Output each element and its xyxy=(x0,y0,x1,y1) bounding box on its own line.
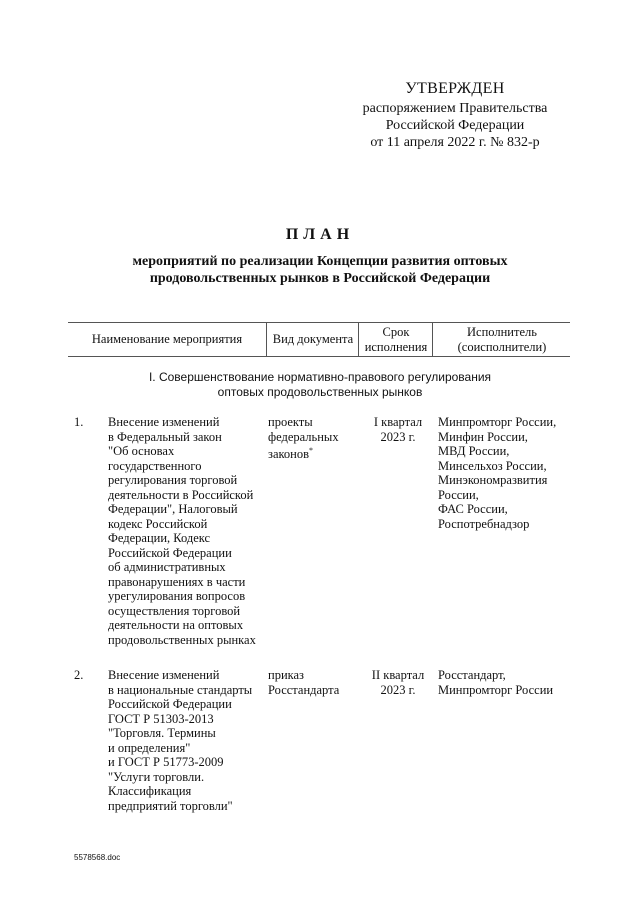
doc-line: проекты xyxy=(268,415,313,429)
header-exec-line: (соисполнители) xyxy=(457,339,547,354)
exec-line: Минфин России, xyxy=(438,429,528,444)
exec-line: Росстандарт, xyxy=(438,668,506,682)
term-line: 2023 г. xyxy=(380,429,416,444)
row-number: 2. xyxy=(74,668,84,682)
name-line: урегулирования вопросов xyxy=(108,589,246,603)
exec-line: ФАС России, xyxy=(438,502,508,516)
plan-title: ПЛАН xyxy=(285,226,355,243)
approval-block xyxy=(330,78,580,151)
name-line: "Об основах xyxy=(108,444,175,458)
exec-line: Минпромторг России, xyxy=(438,415,557,429)
exec-line: МВД России, xyxy=(438,444,510,458)
row-number: 1. xyxy=(74,415,84,429)
term-line: II квартал xyxy=(371,668,425,682)
name-line: государственного xyxy=(108,458,202,473)
header-term-line: исполнения xyxy=(364,339,428,354)
row-doc xyxy=(268,415,364,462)
exec-line: Минсельхоз России, xyxy=(438,458,547,473)
exec-line: России, xyxy=(438,487,479,502)
name-line: Классификация xyxy=(108,784,192,798)
row-name xyxy=(108,415,268,647)
approval-line: Российской Федерации xyxy=(385,118,525,133)
row-name xyxy=(108,668,268,813)
name-line: об административных xyxy=(108,560,226,574)
name-line: и определения" xyxy=(108,740,191,755)
approval-line: распоряжением Правительства xyxy=(362,101,548,116)
name-line: Федерации", Налоговый xyxy=(108,502,238,516)
subtitle-line: мероприятий по реализации Концепции развития оптовых xyxy=(132,254,508,269)
section-line: I. Совершенствование нормативно-правового регулирования xyxy=(148,370,492,384)
term-line: 2023 г. xyxy=(380,682,416,697)
approved-word: УТВЕРЖДЕН xyxy=(405,80,505,97)
row-term xyxy=(368,415,428,444)
name-line: осуществления торговой xyxy=(108,603,241,618)
name-line: ГОСТ Р 51303-2013 xyxy=(108,711,214,726)
section-line: оптовых продовольственных рынков xyxy=(217,385,423,399)
plan-subtitle xyxy=(0,253,640,287)
header-exec-line: Исполнитель xyxy=(467,324,537,339)
name-line: в национальные стандарты xyxy=(108,682,253,697)
term-line: I квартал xyxy=(373,415,423,429)
name-line: "Торговля. Термины xyxy=(108,726,216,740)
name-line: регулирования торговой xyxy=(108,473,238,487)
header-term xyxy=(358,323,433,356)
name-line: в Федеральный закон xyxy=(108,429,222,444)
row-exec xyxy=(438,415,578,531)
name-line: деятельности в Российской xyxy=(108,487,254,502)
footnote-mark: * xyxy=(309,446,314,455)
name-line: и ГОСТ Р 51773-2009 xyxy=(108,755,224,769)
section-heading xyxy=(140,370,500,400)
name-line: деятельности на оптовых xyxy=(108,618,244,632)
exec-line: Роспотребнадзор xyxy=(438,516,530,531)
name-line: "Услуги торговли. xyxy=(108,769,205,784)
header-doc: Вид документа xyxy=(266,323,359,356)
table-header xyxy=(68,322,570,357)
header-exec xyxy=(432,323,571,356)
doc-line: законов* xyxy=(268,446,314,461)
doc-line: федеральных xyxy=(268,429,339,444)
doc-line: приказ xyxy=(268,668,304,682)
row-exec xyxy=(438,668,578,697)
name-line: Российской Федерации xyxy=(108,545,232,560)
row-doc xyxy=(268,668,364,697)
name-line: Внесение изменений xyxy=(108,668,220,682)
exec-line: Минпромторг России xyxy=(438,682,554,697)
name-line: Федерации, Кодекс xyxy=(108,531,211,545)
name-line: правонарушениях в части xyxy=(108,574,246,589)
approval-date-number: от 11 апреля 2022 г. № 832-р xyxy=(370,135,540,150)
name-line: Внесение изменений xyxy=(108,415,220,429)
header-name: Наименование мероприятия xyxy=(91,332,243,346)
name-line: Российской Федерации xyxy=(108,697,232,711)
name-line: предприятий торговли" xyxy=(108,798,233,813)
exec-line: Минэкономразвития xyxy=(438,473,548,487)
file-name: 5578568.doc xyxy=(74,853,121,862)
name-line: кодекс Российской xyxy=(108,516,208,531)
name-line: продовольственных рынках xyxy=(108,632,256,647)
doc-line: Росстандарта xyxy=(268,682,340,697)
subtitle-line: продовольственных рынков в Российской Федерации xyxy=(149,271,491,286)
header-term-line: Срок xyxy=(382,324,410,339)
row-term xyxy=(368,668,428,697)
